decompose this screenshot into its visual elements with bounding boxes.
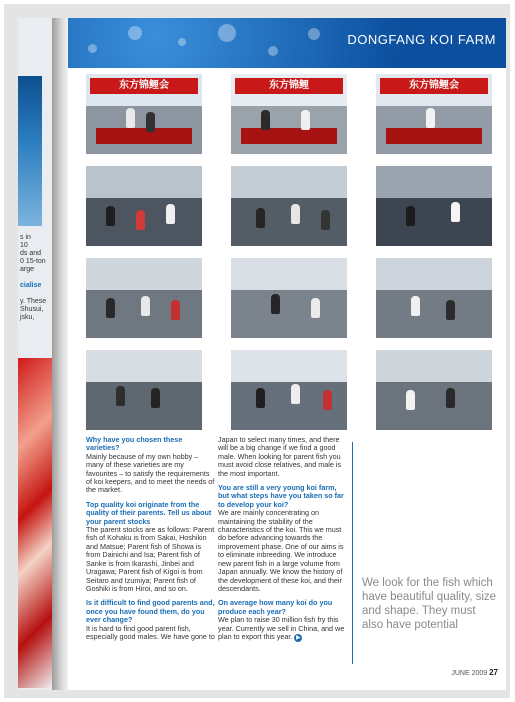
photo-banner: 东方锦鲤会	[380, 78, 488, 94]
interview-answer: We plan to raise 30 million fish fry this year. Currently we sell in China, and we plan to export this year. ▶	[218, 615, 345, 641]
interview-question: You are still a very young koi farm, but what steps have you taken so far to develop your koi?	[218, 483, 344, 509]
event-photo	[86, 74, 202, 154]
interview-question: On average how many koi do you produce each year?	[218, 598, 333, 616]
water-drop	[268, 46, 278, 56]
event-photo	[231, 74, 347, 154]
left-text-fragment: Shusui,	[20, 306, 44, 313]
interview-question: Top quality koi originate from the quality of their parents. Tell us about your parent stocks	[86, 499, 212, 526]
article-column-1	[86, 436, 216, 647]
pull-quote: We look for the fish which have beautiful quality, size and shape. They must also have potential	[362, 577, 497, 631]
left-text-fragment: s in	[20, 234, 31, 241]
interview-answer: Mainly because of my own hobby – many of these varieties are my favourites – to satisfy the requirements of koi keepers, and to meet the needs of the market.	[86, 451, 215, 495]
interview-question: Why have you chosen these varieties?	[86, 435, 183, 453]
photo-banner: 东方锦鲤	[235, 78, 343, 94]
water-drop	[178, 38, 186, 46]
interview-question: Is it difficult to find good parents and, once you have found them, do you ever change?	[86, 598, 215, 625]
interview-answer: It is hard to find good parent fish, especially good males. We have gone to	[86, 623, 215, 641]
photo-grid	[86, 74, 492, 432]
water-drop	[128, 26, 142, 40]
left-page	[18, 18, 52, 690]
photo-banner: 东方锦鲤会	[90, 78, 198, 94]
right-page	[68, 18, 506, 690]
event-photo	[376, 258, 492, 338]
page-footer	[451, 668, 498, 677]
left-text-fragment: 10	[20, 242, 28, 249]
page-title: DONGFANG KOI FARM	[347, 32, 496, 47]
event-photo	[86, 258, 202, 338]
left-page-photo	[18, 76, 42, 226]
event-photo	[86, 166, 202, 246]
left-heading-fragment: cialise	[20, 282, 42, 289]
left-text-fragment: 0 15-ton	[20, 258, 46, 265]
left-text-fragment: y. These	[20, 298, 47, 305]
water-drop	[308, 28, 320, 40]
interview-answer: The parent stocks are as follows: Parent fish of Kohaku is from Sakai, Hoshikin and Matsue; Parent fish of Showa is from Dainichi and Isa; Parent fish of Sanke is from Ikarashi, Jinbei and Uragawa; Parent fish of Kigoi is from Seitaro and Izumiya; Parent fish of Goshiki is from Hiroi, and so on.	[86, 525, 215, 593]
event-photo	[376, 350, 492, 430]
left-text-fragment: ds and	[20, 250, 42, 257]
pull-quote-rule	[352, 442, 353, 664]
event-photo	[86, 350, 202, 430]
water-drop	[218, 24, 236, 42]
koi-photo	[18, 358, 52, 688]
left-text-fragment: arge	[20, 266, 35, 273]
interview-answer: We are mainly concentrating on maintaining the stability of the characteristics of the koi. This we must do before advancing towards the improvement phase. One of our aims is to eliminate inbreeding. We introduce new parent fish in a large volume from Japan annually. We know the history of the development of these koi, and their descendants.	[218, 508, 344, 593]
page-header	[68, 18, 506, 68]
water-drop	[88, 44, 97, 53]
magazine-spread	[4, 4, 510, 698]
left-text-fragment: jsku,	[20, 314, 35, 321]
issue-date: JUNE 2009	[451, 670, 488, 677]
event-photo	[231, 350, 347, 430]
interview-answer: Japan to select many times, and there will be a big change if we find a good male. When looking for parent fish you must avoid close relatives, and male is the most important.	[218, 435, 342, 478]
event-photo	[231, 166, 347, 246]
event-photo	[231, 258, 347, 338]
page-number: 27	[489, 668, 498, 677]
page-gutter	[52, 18, 68, 690]
continue-arrow-icon: ▶	[296, 634, 301, 641]
event-photo	[376, 74, 492, 154]
event-photo	[376, 166, 492, 246]
article-column-2	[218, 436, 346, 648]
